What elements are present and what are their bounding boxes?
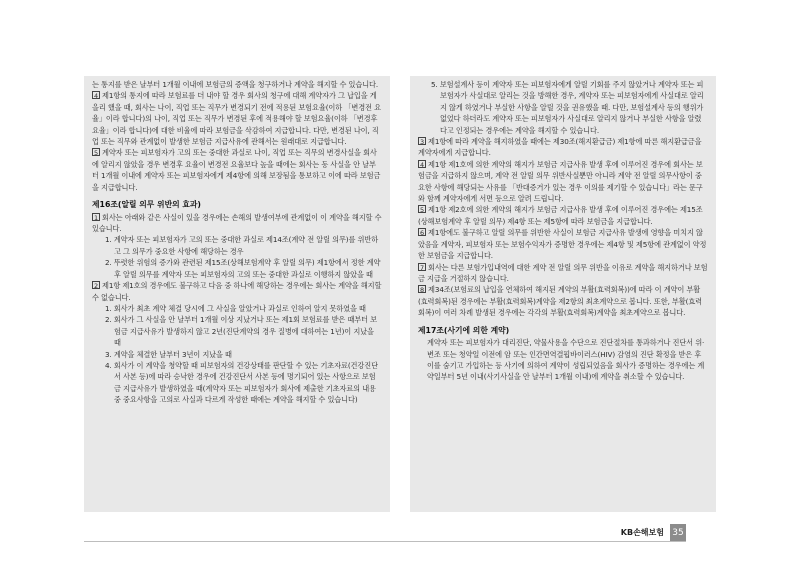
- clause-number: 5: [93, 149, 99, 158]
- clause-number: 6: [419, 229, 425, 238]
- clause-text: 제1항 제2호에 의한 계약의 해지가 보험금 지급사유 발생 후에 이루어진 경우에는 제15조(상해보험계약 후 알릴 의무) 제4항 또는 제5항에 따라 보험금을 지급합니다.: [418, 205, 703, 226]
- page-number: 35: [670, 524, 686, 541]
- article-17-heading: 제17조(사기에 의한 계약): [418, 325, 510, 335]
- clause-number: 2: [93, 282, 99, 291]
- list-item: 2. 뚜렷한 위험의 증가와 관련된 제15조(상해보험계약 후 알릴 의무) 제1항에서 정한 계약 후 알릴 의무를 계약자 또는 피보험자의 고의 또는 중대한 과실로 이행하지 않았을 때: [105, 258, 381, 279]
- list-item: 3. 계약을 체결한 날부터 3년이 지났을 때: [105, 349, 232, 359]
- clause-text: 제1항 제1호의 경우에도 불구하고 다음 중 하나에 해당하는 경우에는 회사는 계약을 해지할 수 없습니다.: [92, 281, 382, 302]
- clause-number: 4: [93, 92, 99, 101]
- clause-4: [418, 159, 708, 205]
- list-item: 1. 회사가 최초 계약 체결 당시에 그 사실을 알았거나 과실로 인하여 알지 못하였을 때: [105, 303, 366, 313]
- clause-6: [418, 227, 708, 261]
- clause-5: [92, 147, 382, 193]
- list-item: 4. 회사가 이 계약을 청약할 때 피보험자의 건강상태를 판단할 수 있는 기초자료(건강진단서 사본 등)에 따라 승낙한 경우에 건강진단서 사본 등에 명기되어 있는 사항으로 보험금 지급사유가 발생하였을 때(계약자 또는 피보험자가 회사에 제출한 기초자료의 내용 중 중요사항을 고의로 사실과 다르게 작성한 때에는 계약을 해지할 수 있습니다): [105, 360, 378, 405]
- clause-text: 회사는 아래와 같은 사실이 있을 경우에는 손해의 발생여부에 관계없이 이 계약을 해지할 수 있습니다.: [92, 212, 382, 234]
- left-column: [84, 76, 390, 512]
- list-item: 2. 회사가 그 사실을 안 날부터 1개월 이상 지났거나 또는 제1회 보험료를 받은 때부터 보험금 지급사유가 발생하지 않고 2년(진단계약의 경우 질병에 대하여는 1년)이 지났을 때: [105, 315, 378, 348]
- clause-number: 4: [419, 160, 425, 169]
- paragraph: 계약자 또는 피보험자가 대리진단, 약물사용을 수단으로 진단절차를 통과하거나 진단서 위·변조 또는 청약일 이전에 암 또는 인간면역결핍바이러스(HIV) 감염의 진단 확정을 받은 후 이를 숨기고 가입하는 등 사기에 의하여 계약이 성립되었음을 회사가 증명하는 경우에는 계약일부터 5년 이내(사기사실을 안 날부터 1개월 이내)에 계약을 취소할 수 있습니다.: [427, 338, 705, 382]
- list-item: 1. 계약자 또는 피보험자가 고의 또는 중대한 과실로 제14조(계약 전 알릴 의무)를 위반하고 그 의무가 중요한 사항에 해당하는 경우: [105, 235, 379, 256]
- clause-text: 제34조(보험료의 납입을 연체하여 해지된 계약의 부활(효력회복))에 따라 이 계약이 부활(효력회복)된 경우에는 부활(효력회복)계약을 제2항의 최초계약으로 봅니다. 또한, 부활(효력회복)이 여러 차례 발생된 경우에는 각각의 부활(효력회복)계약을 최초계약으로 봅니다.: [418, 285, 703, 318]
- clause-number: 5: [419, 206, 425, 215]
- clause-5: [418, 204, 708, 227]
- right-column: [410, 76, 716, 512]
- page-footer: [604, 524, 686, 541]
- clause-text: 제1항 제1호에 의한 계약의 해지가 보험금 지급사유 발생 후에 이루어진 경우에 회사는 보험금을 지급하지 않으며, 계약 전 알릴 의무 위반사실뿐만 아니라 계약 전 알릴 의무사항이 중요한 사항에 해당되는 사유를 「반대증거가 있는 경우 이의를 제기할 수 있습니다」라는 문구와 함께 계약자에게 서면 등으로 알려 드립니다.: [418, 159, 703, 204]
- clause-number: 3: [419, 138, 425, 147]
- clause-number: 7: [419, 263, 425, 272]
- clause-text: 제1항에 따라 계약을 해지하였을 때에는 제30조(해지환급금) 제1항에 따른 해지환급금을 계약자에게 지급합니다.: [418, 137, 702, 158]
- clause-number: 8: [419, 286, 425, 295]
- clause-text: 제1항에도 불구하고 알릴 의무를 위반한 사실이 보험금 지급사유 발생에 영향을 미치지 않았음을 계약자, 피보험자 또는 보험수익자가 증명한 경우에는 제4항 및 제5항에 관계없이 약정한 보험금을 지급합니다.: [418, 228, 707, 261]
- article-16-heading: 제16조(알릴 의무 위반의 효과): [92, 200, 201, 210]
- brand-logo-text: KB손해보험: [620, 528, 664, 537]
- clause-text: 계약자 또는 피보험자가 고의 또는 중대한 과실로 나이, 직업 또는 직무의 변경사실을 회사에 알리지 않았을 경우 변경후 요율이 변경전 요율보다 높을 때에는 회사는 동 사실을 안 날부터 1개월 이내에 계약자 또는 피보험자에게 제4항에 의해 보장됨을 통보하고 이에 따라 보험금을 지급합니다.: [92, 148, 381, 192]
- clause-text: 제1항의 통지에 따라 보험료를 더 내야 할 경우 회사의 청구에 대해 계약자가 그 납입을 게을리 했을 때, 회사는 나이, 직업 또는 직무가 변경되기 전에 적용된 보험요율(이하 「변경전 요율」이라 합니다)의 나이, 직업 또는 직무가 변경된 후에 적용해야 할 보험요율(이하 「변경후 요율」이라 합니다)에 대한 비율에 따라 보험금을 삭감하여 지급합니다. 다만, 변경된 나이, 직업 또는 직무와 관계없이 발생한 보험금 지급사유에 관해서는 원래대로 지급합니다.: [92, 91, 381, 147]
- paragraph: 는 통지를 받은 날부터 1개월 이내에 보험금의 증액을 청구하거나 계약을 해지할 수 있습니다.: [92, 80, 379, 89]
- clause-1: [92, 212, 382, 235]
- clause-2: [92, 280, 382, 303]
- clause-3: [418, 136, 708, 159]
- clause-text: 회사는 다른 보험가입내역에 대한 계약 전 알릴 의무 위반을 이유로 계약을 해지하거나 보험금 지급을 거절하지 않습니다.: [418, 262, 708, 283]
- clause-8: [418, 284, 708, 318]
- list-item: 5. 보험설계사 등이 계약자 또는 피보험자에게 알릴 기회를 주지 않았거나 계약자 또는 피보험자가 사실대로 알리는 것을 방해한 경우, 계약자 또는 피보험자에게 사실대로 알리지 않게 하였거나 부실한 사항을 알릴 것을 권유했을 때. 다만, 보험설계사 등의 행위가 없었다 하더라도 계약자 또는 피보험자가 사실대로 알리지 않거나 부실한 사항을 알렸다고 인정되는 경우에는 계약을 해지할 수 있습니다.: [431, 80, 704, 135]
- footer-divider: [84, 541, 686, 542]
- clause-number: 1: [93, 213, 99, 222]
- clause-7: [418, 262, 708, 285]
- clause-4: [92, 90, 382, 147]
